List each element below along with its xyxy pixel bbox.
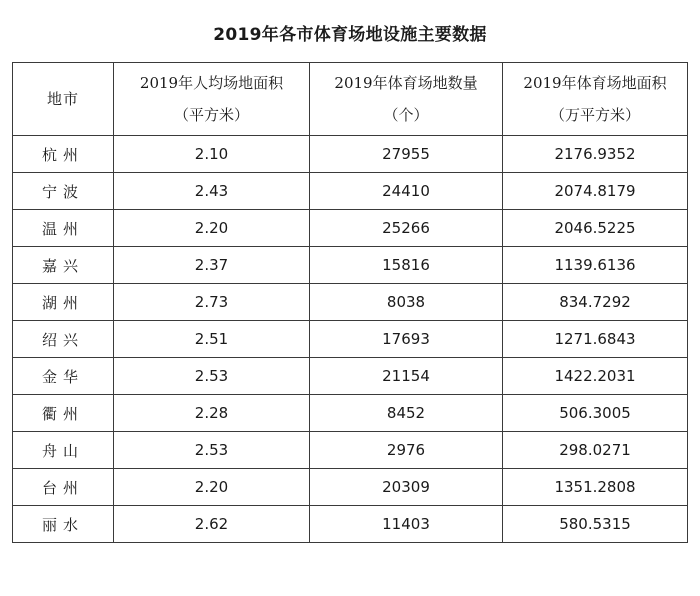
facility-count-cell: 8038 xyxy=(310,284,503,321)
sports-facilities-table xyxy=(12,62,688,543)
table-row xyxy=(13,395,688,432)
facility-count-cell: 25266 xyxy=(310,210,503,247)
facility-count-cell: 2976 xyxy=(310,432,503,469)
area-per-capita-cell: 2.10 xyxy=(114,136,310,173)
facility-count-cell: 15816 xyxy=(310,247,503,284)
area-per-capita-cell: 2.20 xyxy=(114,469,310,506)
city-cell: 丽水 xyxy=(13,506,114,543)
header-area-per-capita-label: 2019年人均场地面积 xyxy=(139,74,284,92)
facility-area-cell: 1139.6136 xyxy=(503,247,688,284)
facility-area-cell: 1351.2808 xyxy=(503,469,688,506)
area-per-capita-cell: 2.73 xyxy=(114,284,310,321)
city-cell: 绍兴 xyxy=(13,321,114,358)
facility-area-cell: 2046.5225 xyxy=(503,210,688,247)
table-body xyxy=(13,136,688,543)
facility-count-cell: 8452 xyxy=(310,395,503,432)
table-row xyxy=(13,358,688,395)
city-cell: 金华 xyxy=(13,358,114,395)
header-facility-count xyxy=(310,63,503,136)
facility-area-cell: 2074.8179 xyxy=(503,173,688,210)
header-facility-area xyxy=(503,63,688,136)
header-row xyxy=(13,63,688,136)
area-per-capita-cell: 2.51 xyxy=(114,321,310,358)
city-cell: 湖州 xyxy=(13,284,114,321)
area-per-capita-cell: 2.37 xyxy=(114,247,310,284)
area-per-capita-cell: 2.43 xyxy=(114,173,310,210)
area-per-capita-cell: 2.53 xyxy=(114,358,310,395)
table-row xyxy=(13,469,688,506)
facility-area-cell: 1422.2031 xyxy=(503,358,688,395)
area-per-capita-cell: 2.62 xyxy=(114,506,310,543)
area-per-capita-cell: 2.53 xyxy=(114,432,310,469)
city-cell: 宁波 xyxy=(13,173,114,210)
facility-count-cell: 27955 xyxy=(310,136,503,173)
table-row xyxy=(13,432,688,469)
header-city xyxy=(13,63,114,136)
facility-area-cell: 298.0271 xyxy=(503,432,688,469)
facility-count-cell: 20309 xyxy=(310,469,503,506)
area-per-capita-cell: 2.20 xyxy=(114,210,310,247)
header-area-per-capita xyxy=(114,63,310,136)
facility-count-cell: 21154 xyxy=(310,358,503,395)
table-row xyxy=(13,173,688,210)
city-cell: 舟山 xyxy=(13,432,114,469)
facility-area-cell: 2176.9352 xyxy=(503,136,688,173)
area-per-capita-cell: 2.28 xyxy=(114,395,310,432)
header-city-label: 地市 xyxy=(46,90,79,108)
header-facility-count-label: 2019年体育场地数量 xyxy=(334,74,478,92)
facility-area-cell: 506.3005 xyxy=(503,395,688,432)
facility-count-cell: 11403 xyxy=(310,506,503,543)
table-title: 2019年各市体育场地设施主要数据 xyxy=(213,25,487,45)
city-cell: 衢州 xyxy=(13,395,114,432)
city-cell: 杭州 xyxy=(13,136,114,173)
header-facility-area-unit: （万平方米） xyxy=(549,106,640,124)
table-row xyxy=(13,136,688,173)
facility-area-cell: 580.5315 xyxy=(503,506,688,543)
header-facility-area-label: 2019年体育场地面积 xyxy=(523,74,667,92)
header-facility-count-unit: （个） xyxy=(383,106,429,124)
city-cell: 嘉兴 xyxy=(13,247,114,284)
facility-count-cell: 24410 xyxy=(310,173,503,210)
table-row xyxy=(13,247,688,284)
facility-area-cell: 1271.6843 xyxy=(503,321,688,358)
facility-area-cell: 834.7292 xyxy=(503,284,688,321)
city-cell: 温州 xyxy=(13,210,114,247)
table-row xyxy=(13,284,688,321)
city-cell: 台州 xyxy=(13,469,114,506)
table-row xyxy=(13,506,688,543)
table-row xyxy=(13,210,688,247)
header-area-per-capita-unit: （平方米） xyxy=(173,106,249,124)
facility-count-cell: 17693 xyxy=(310,321,503,358)
table-row xyxy=(13,321,688,358)
